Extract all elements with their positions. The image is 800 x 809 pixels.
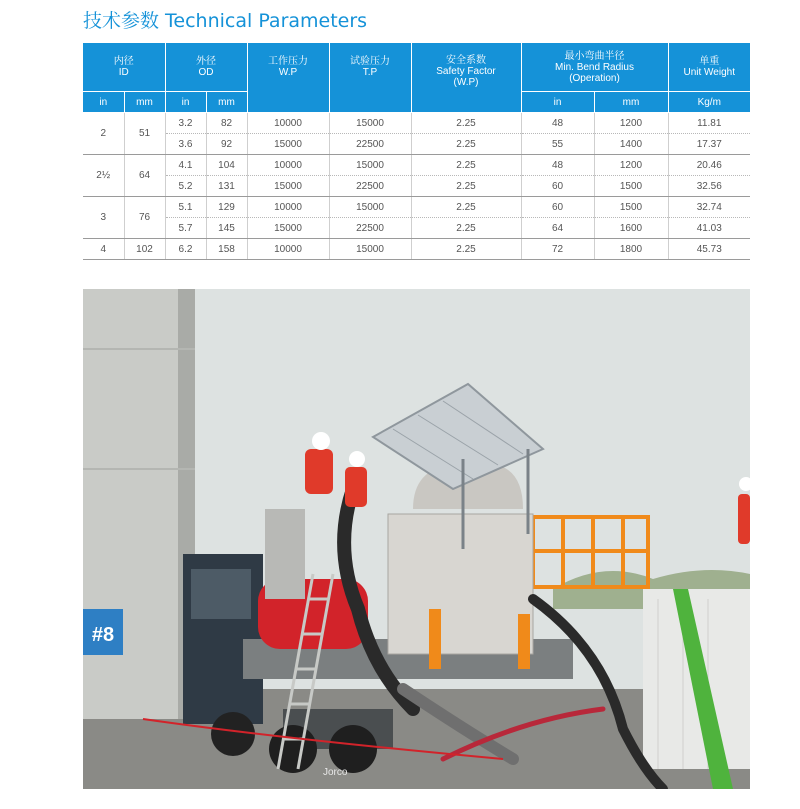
wp-cell: 10000: [247, 113, 329, 134]
wp-cell: 15000: [247, 218, 329, 239]
tp-cell: 15000: [329, 155, 411, 176]
mbr-mm-cell: 1200: [594, 155, 668, 176]
storage-tank: [83, 289, 195, 719]
water-tank: [643, 589, 750, 789]
od-in-cell: 5.2: [165, 176, 206, 197]
id-mm-cell: 64: [124, 155, 165, 197]
id-in-cell: 3: [83, 197, 124, 239]
sf-cell: 2.25: [411, 155, 521, 176]
unit-id-in: in: [83, 92, 124, 113]
frac-truck-illustration: [83, 289, 750, 789]
mbr-in-cell: 55: [521, 134, 594, 155]
weight-cell: 45.73: [668, 239, 750, 260]
tp-cell: 22500: [329, 134, 411, 155]
mbr-mm-cell: 1800: [594, 239, 668, 260]
header-min-bend-radius: 最小弯曲半径 Min. Bend Radius (Operation): [521, 43, 668, 92]
header-id: 内径 ID: [83, 43, 165, 92]
header-unit-weight: 单重 Unit Weight: [668, 43, 750, 92]
sf-cell: 2.25: [411, 197, 521, 218]
mbr-mm-cell: 1600: [594, 218, 668, 239]
wp-cell: 10000: [247, 239, 329, 260]
site-photo: [83, 289, 750, 789]
header-tp: 试验压力 T.P: [329, 43, 411, 113]
weight-cell: 17.37: [668, 134, 750, 155]
unit-mbr-in: in: [521, 92, 594, 113]
wp-cell: 10000: [247, 155, 329, 176]
od-in-cell: 5.1: [165, 197, 206, 218]
id-mm-cell: 102: [124, 239, 165, 260]
id-in-cell: 2½: [83, 155, 124, 197]
unit-id-mm: mm: [124, 92, 165, 113]
tp-cell: 22500: [329, 176, 411, 197]
mbr-in-cell: 60: [521, 197, 594, 218]
od-mm-cell: 158: [206, 239, 247, 260]
technical-parameters-table: [83, 43, 750, 260]
unit-od-mm: mm: [206, 92, 247, 113]
sf-cell: 2.25: [411, 134, 521, 155]
id-in-cell: 2: [83, 113, 124, 155]
od-mm-cell: 92: [206, 134, 247, 155]
mbr-in-cell: 72: [521, 239, 594, 260]
unit-mbr-mm: mm: [594, 92, 668, 113]
od-mm-cell: 131: [206, 176, 247, 197]
sf-cell: 2.25: [411, 113, 521, 134]
mbr-mm-cell: 1500: [594, 176, 668, 197]
header-safety-factor: 安全系数 Safety Factor (W.P): [411, 43, 521, 113]
tp-cell: 15000: [329, 239, 411, 260]
mbr-in-cell: 60: [521, 176, 594, 197]
id-mm-cell: 51: [124, 113, 165, 155]
table-row: [83, 218, 750, 239]
od-mm-cell: 129: [206, 197, 247, 218]
od-in-cell: 5.7: [165, 218, 206, 239]
weight-cell: 20.46: [668, 155, 750, 176]
truck-plate-text: Jorco: [323, 767, 348, 778]
wp-cell: 15000: [247, 134, 329, 155]
weight-cell: 11.81: [668, 113, 750, 134]
mbr-mm-cell: 1200: [594, 113, 668, 134]
weight-cell: 41.03: [668, 218, 750, 239]
id-mm-cell: 76: [124, 197, 165, 239]
sf-cell: 2.25: [411, 218, 521, 239]
wp-cell: 15000: [247, 176, 329, 197]
header-wp: 工作压力 W.P: [247, 43, 329, 113]
mbr-mm-cell: 1500: [594, 197, 668, 218]
od-in-cell: 3.6: [165, 134, 206, 155]
mbr-mm-cell: 1400: [594, 134, 668, 155]
header-row: [83, 43, 750, 92]
od-in-cell: 6.2: [165, 239, 206, 260]
sf-cell: 2.25: [411, 176, 521, 197]
table-row: [83, 176, 750, 197]
tank-number-label: #8: [91, 624, 115, 646]
page-title: 技术参数 Technical Parameters: [83, 10, 368, 32]
weight-cell: 32.56: [668, 176, 750, 197]
table-row: [83, 155, 750, 176]
table-row: [83, 113, 750, 134]
sf-cell: 2.25: [411, 239, 521, 260]
header-od: 外径 OD: [165, 43, 247, 92]
od-mm-cell: 82: [206, 113, 247, 134]
table-row: [83, 134, 750, 155]
wp-cell: 10000: [247, 197, 329, 218]
od-in-cell: 4.1: [165, 155, 206, 176]
mbr-in-cell: 64: [521, 218, 594, 239]
unit-od-in: in: [165, 92, 206, 113]
table-row: [83, 239, 750, 260]
tp-cell: 15000: [329, 113, 411, 134]
weight-cell: 32.74: [668, 197, 750, 218]
od-mm-cell: 145: [206, 218, 247, 239]
mbr-in-cell: 48: [521, 113, 594, 134]
mbr-in-cell: 48: [521, 155, 594, 176]
od-in-cell: 3.2: [165, 113, 206, 134]
od-mm-cell: 104: [206, 155, 247, 176]
unit-weight: Kg/m: [668, 92, 750, 113]
tp-cell: 15000: [329, 197, 411, 218]
table-row: [83, 197, 750, 218]
id-in-cell: 4: [83, 239, 124, 260]
tp-cell: 22500: [329, 218, 411, 239]
